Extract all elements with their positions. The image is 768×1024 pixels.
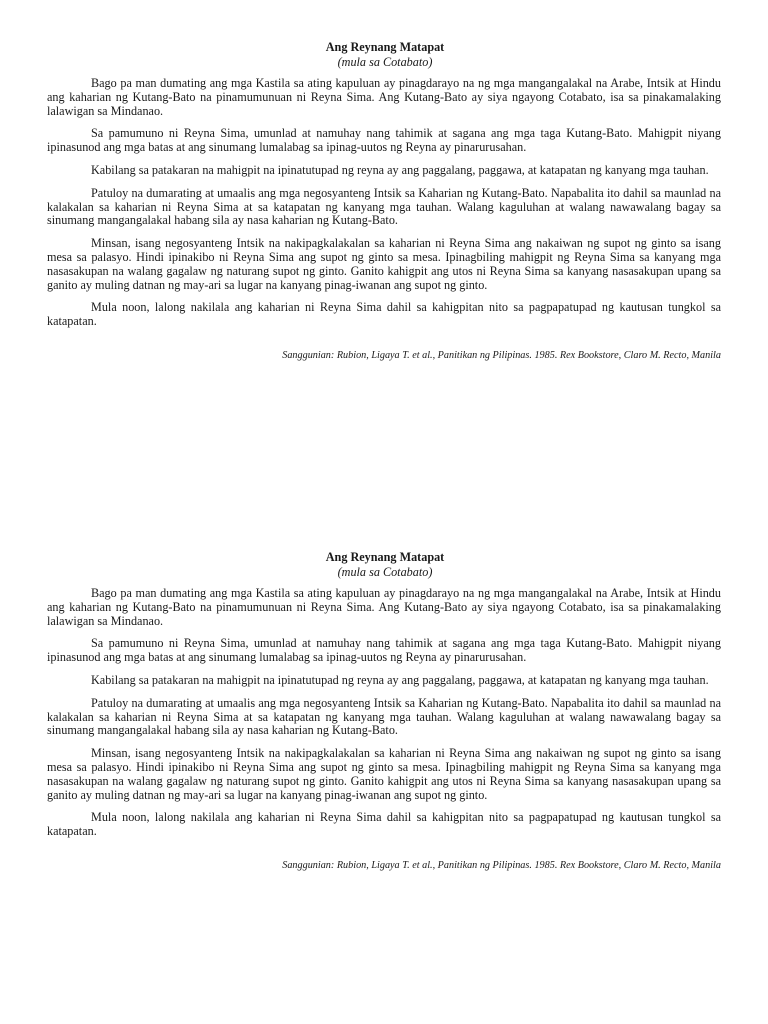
story-paragraph: Mula noon, lalong nakilala ang kaharian ni Reyna Sima dahil sa kahigpitan nito sa pagpapatupad ng kautusan tungkol sa katapatan. xyxy=(47,810,721,839)
story-subtitle: (mula sa Cotabato) xyxy=(337,55,433,69)
story-title: Ang Reynang Matapat xyxy=(325,40,445,54)
story-section-1 xyxy=(47,40,723,362)
story-paragraph: Mula noon, lalong nakilala ang kaharian ni Reyna Sima dahil sa kahigpitan nito sa pagpapatupad ng kautusan tungkol sa katapatan. xyxy=(47,300,721,329)
story-title: Ang Reynang Matapat xyxy=(325,550,445,564)
story-paragraph: Kabilang sa patakaran na mahigpit na ipinatutupad ng reyna ay ang paggalang, paggawa, at katapatan ng kanyang mga tauhan. xyxy=(91,162,709,177)
story-paragraph: Bago pa man dumating ang mga Kastila sa ating kapuluan ay pinagdarayo na ng mga mangangalakal na Arabe, Intsik at Hindu ang kaharian ng Kutang-Bato na pinamumunuan ni Reyna Sima. Ang Kutang-Bato ay siya ngayong Cotabato, isa sa pinakamalaking lalawigan sa Mindanao. xyxy=(47,76,721,118)
story-paragraph: Sa pamumuno ni Reyna Sima, umunlad at namuhay nang tahimik at sagana ang mga taga Kutang-Bato. Mahigpit niyang ipinasunod ang mga batas at ang sinumang lumalabag sa ipinag-uutos ng Reyna ay pinarurusahan. xyxy=(47,126,721,155)
story-paragraph: Sa pamumuno ni Reyna Sima, umunlad at namuhay nang tahimik at sagana ang mga taga Kutang-Bato. Mahigpit niyang ipinasunod ang mga batas at ang sinumang lumalabag sa ipinag-uutos ng Reyna ay pinarurusahan. xyxy=(47,636,721,665)
story-subtitle: (mula sa Cotabato) xyxy=(337,565,433,579)
story-paragraph: Kabilang sa patakaran na mahigpit na ipinatutupad ng reyna ay ang paggalang, paggawa, at katapatan ng kanyang mga tauhan. xyxy=(91,672,709,687)
story-paragraph: Patuloy na dumarating at umaalis ang mga negosyanteng Intsik sa Kaharian ng Kutang-Bato. Napabalita ito dahil sa maunlad na kalakalan sa kaharian ni Reyna Sima at sa katapatan ng kanyang mga tauhan. Walang kaguluhan at walang nawawalang bagay sa sinumang mangangalakal habang sila ay nasa kaharian ng Kutang-Bato. xyxy=(47,185,721,228)
reference-citation: Sanggunian: Rubion, Ligaya T. et al., Panitikan ng Pilipinas. 1985. Rex Bookstore, Claro M. Recto, Manila xyxy=(282,859,721,871)
reference-citation: Sanggunian: Rubion, Ligaya T. et al., Panitikan ng Pilipinas. 1985. Rex Bookstore, Claro M. Recto, Manila xyxy=(282,349,721,361)
story-paragraph: Bago pa man dumating ang mga Kastila sa ating kapuluan ay pinagdarayo na ng mga mangangalakal na Arabe, Intsik at Hindu ang kaharian ng Kutang-Bato na pinamumunuan ni Reyna Sima. Ang Kutang-Bato ay siya ngayong Cotabato, isa sa pinakamalaking lalawigan sa Mindanao. xyxy=(47,586,721,628)
story-paragraph: Minsan, isang negosyanteng Intsik na nakipagkalakalan sa kaharian ni Reyna Sima ang nakaiwan ng supot ng ginto sa isang mesa sa palasyo. Hindi ipinakibo ni Reyna Sima ang supot ng ginto sa mesa. Ipinagbiling mahigpit ng Reyna Sima sa kanyang mga nasasakupan na walang gagalaw ng naturang supot ng ginto. Ganito kahigpit ang utos ni Reyna Sima sa kanyang nasasakupan upang sa ganito ay muling datnan ng may-ari sa lugar na kanyang pinag-iwanan ang supot ng ginto. xyxy=(47,746,721,802)
story-section-2 xyxy=(47,550,723,872)
story-paragraph: Minsan, isang negosyanteng Intsik na nakipagkalakalan sa kaharian ni Reyna Sima ang nakaiwan ng supot ng ginto sa isang mesa sa palasyo. Hindi ipinakibo ni Reyna Sima ang supot ng ginto sa mesa. Ipinagbiling mahigpit ng Reyna Sima sa kanyang mga nasasakupan na walang gagalaw ng naturang supot ng ginto. Ganito kahigpit ang utos ni Reyna Sima sa kanyang nasasakupan upang sa ganito ay muling datnan ng may-ari sa lugar na kanyang pinag-iwanan ang supot ng ginto. xyxy=(47,236,721,292)
story-paragraph: Patuloy na dumarating at umaalis ang mga negosyanteng Intsik sa Kaharian ng Kutang-Bato. Napabalita ito dahil sa maunlad na kalakalan sa kaharian ni Reyna Sima at sa katapatan ng kanyang mga tauhan. Walang kaguluhan at walang nawawalang bagay sa sinumang mangangalakal habang sila ay nasa kaharian ng Kutang-Bato. xyxy=(47,695,721,738)
